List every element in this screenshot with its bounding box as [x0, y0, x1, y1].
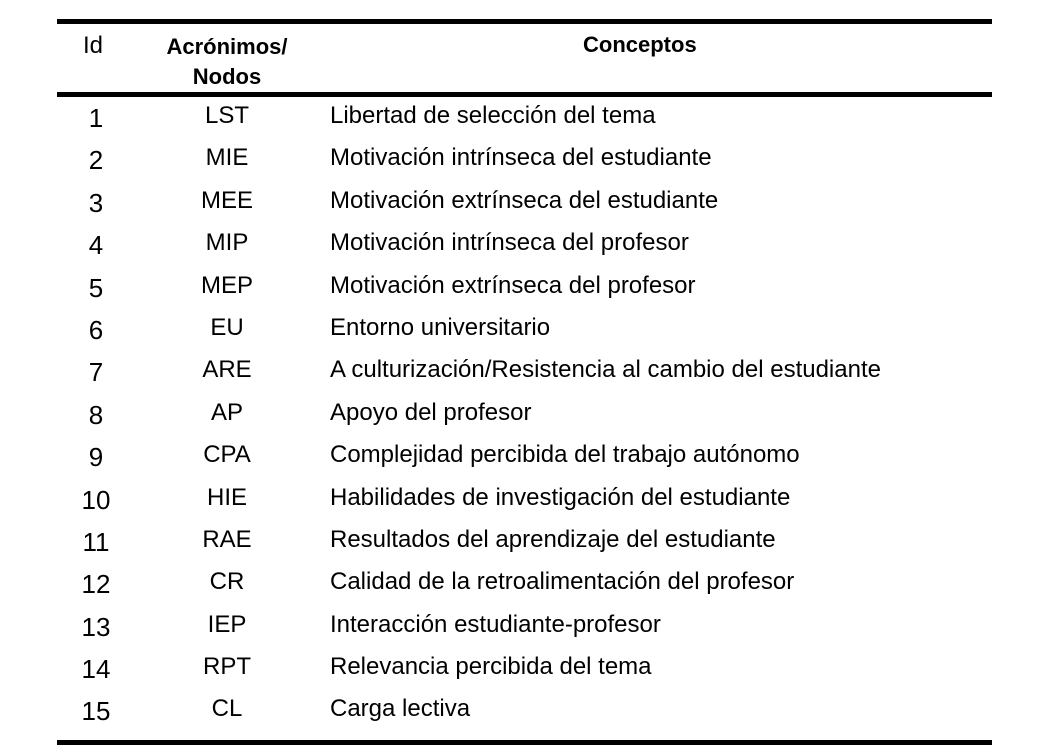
- table-row: [57, 564, 992, 606]
- cell-id: 4: [88, 230, 104, 261]
- cell-concept: Motivación intrínseca del estudiante: [330, 144, 712, 172]
- table-row: [57, 183, 992, 225]
- cell-acronym: MEE: [200, 186, 253, 214]
- cell-acronym: HIE: [206, 483, 247, 511]
- header-concepts: Conceptos: [583, 32, 697, 57]
- cell-concept: Calidad de la retroalimentación del profesor: [330, 568, 795, 596]
- cell-concept: Interacción estudiante-profesor: [330, 610, 661, 638]
- cell-concept: A culturización/Resistencia al cambio del estudiante: [330, 356, 881, 384]
- table-header: [57, 24, 992, 92]
- table-row: [57, 352, 992, 394]
- cell-id: 1: [88, 103, 104, 133]
- header-acronym: [147, 32, 307, 92]
- cell-id: 14: [81, 654, 111, 685]
- cell-acronym: CR: [209, 568, 245, 596]
- cell-acronym: AP: [210, 398, 243, 426]
- cell-acronym: LST: [204, 102, 249, 129]
- cell-acronym: CL: [211, 695, 243, 723]
- table-bottom-rule: [57, 740, 992, 745]
- cell-concept: Habilidades de investigación del estudiante: [330, 483, 791, 511]
- cell-id: 15: [81, 696, 111, 727]
- header-acronym-line2: Nodos: [192, 64, 262, 89]
- cell-concept: Relevancia percibida del tema: [330, 653, 652, 681]
- cell-concept: Complejidad percibida del trabajo autónomo: [330, 441, 800, 469]
- table-row: [57, 140, 992, 182]
- table-row: [57, 480, 992, 522]
- cell-acronym: RPT: [203, 653, 251, 681]
- table-row: [57, 310, 992, 352]
- cell-id: 10: [81, 484, 111, 515]
- table-row: [57, 437, 992, 479]
- table-row: [57, 225, 992, 267]
- cell-acronym: ARE: [202, 356, 252, 384]
- cell-id: 2: [88, 145, 104, 176]
- table-body: [57, 97, 992, 734]
- cell-id: 11: [82, 526, 110, 557]
- cell-acronym: EU: [210, 313, 244, 341]
- cell-concept: Libertad de selección del tema: [330, 102, 656, 129]
- cell-acronym: MEP: [200, 271, 253, 299]
- cell-acronym: RAE: [202, 525, 252, 553]
- cell-concept: Motivación intrínseca del profesor: [330, 229, 689, 257]
- table-row: [57, 607, 992, 649]
- cell-acronym: CPA: [203, 441, 251, 469]
- cell-id: 12: [81, 569, 111, 600]
- cell-concept: Motivación extrínseca del estudiante: [330, 186, 719, 214]
- header-id: Id: [83, 32, 104, 59]
- header-acronym-line1: Acrónimos/: [166, 34, 288, 59]
- cell-concept: Entorno universitario: [330, 313, 551, 341]
- table-row: [57, 268, 992, 310]
- cell-id: 13: [81, 611, 111, 642]
- cell-acronym: MIP: [205, 229, 249, 257]
- cell-acronym: MIE: [205, 144, 249, 172]
- cell-id: 6: [88, 314, 104, 345]
- cell-id: 8: [88, 399, 104, 430]
- table-row: [57, 98, 992, 140]
- cell-concept: Apoyo del profesor: [330, 398, 532, 426]
- cell-id: 5: [88, 272, 104, 303]
- cell-id: 3: [88, 187, 104, 218]
- cell-concept: Motivación extrínseca del profesor: [330, 271, 696, 299]
- cell-acronym: IEP: [207, 610, 247, 638]
- cell-concept: Carga lectiva: [330, 695, 471, 723]
- cell-id: 9: [88, 442, 104, 473]
- cell-concept: Resultados del aprendizaje del estudiante: [330, 525, 776, 553]
- table-row: [57, 522, 992, 564]
- table-row: [57, 395, 992, 437]
- table-row: [57, 649, 992, 691]
- cell-id: 7: [88, 357, 104, 388]
- concepts-table: [57, 19, 992, 745]
- table-row: [57, 691, 992, 733]
